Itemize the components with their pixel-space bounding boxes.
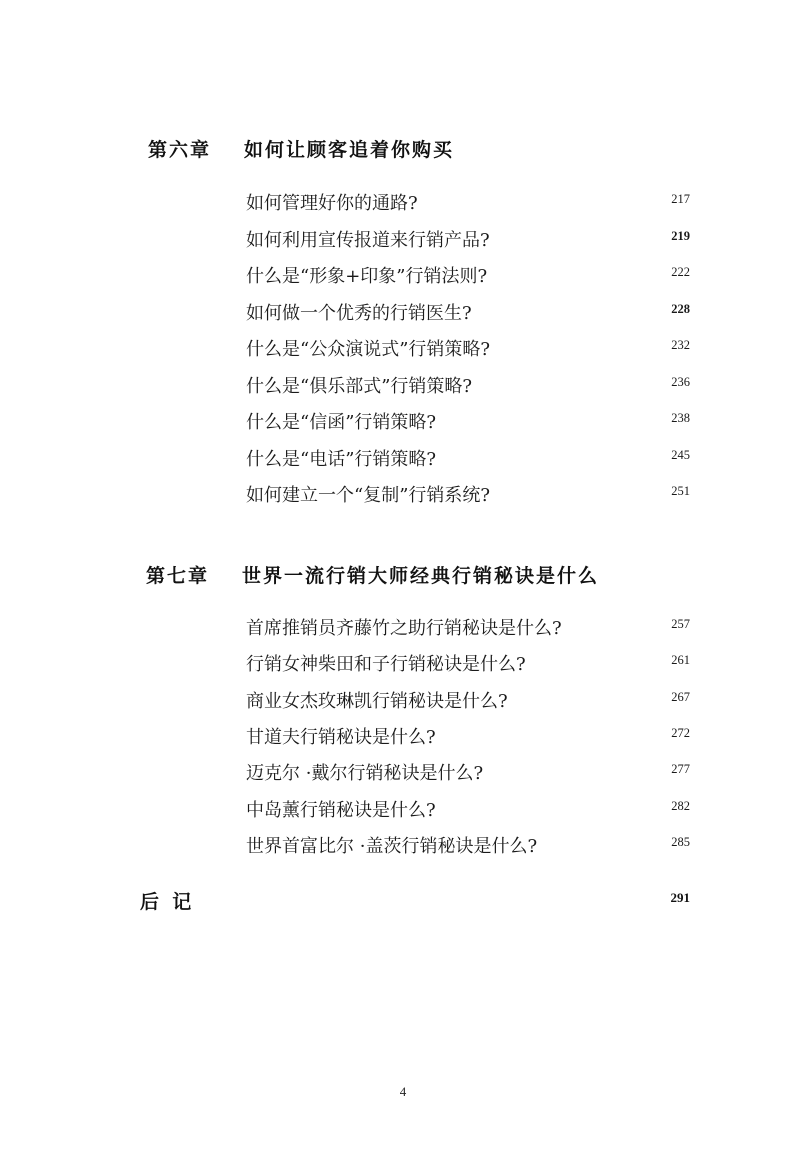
toc-entry-page-number: 238 <box>671 411 690 425</box>
toc-entry-page-number: 277 <box>671 762 690 777</box>
toc-entry-text: 如何建立一个“复制”行销系统? <box>246 485 491 506</box>
toc-entry-text: 如何管理好你的通路? <box>246 193 418 214</box>
toc-entry <box>246 189 690 225</box>
toc-entry <box>246 650 690 686</box>
toc-entry-text: 世界首富比尔 ·盖茨行销秘诀是什么? <box>246 835 538 857</box>
chapter-number: 第六章 <box>148 139 212 161</box>
toc-entry <box>246 445 690 481</box>
toc-entry <box>246 299 690 335</box>
toc-entry-page-number: 257 <box>671 617 690 631</box>
toc-entry-text: 什么是“电话”行销策略? <box>246 448 437 470</box>
chapter-title: 世界一流行销大师经典行销秘诀是什么 <box>242 565 600 587</box>
afterword-page-number: 291 <box>670 890 690 905</box>
toc-entry <box>246 723 690 759</box>
toc-entry <box>246 372 690 408</box>
toc-entry-text: 什么是“公众演说式”行销策略? <box>246 339 491 360</box>
toc-entry-text: 如何做一个优秀的行销医生? <box>246 302 472 324</box>
afterword-title: 后 记 <box>140 891 192 913</box>
toc-entry-page-number: 282 <box>671 798 690 813</box>
toc-entry <box>246 335 690 371</box>
toc-entry <box>246 408 690 444</box>
toc-entry <box>246 759 690 795</box>
toc-entry-text: 迈克尔 ·戴尔行销秘诀是什么? <box>246 763 484 785</box>
chapter-number: 第七章 <box>146 565 210 587</box>
toc-entry-page-number: 285 <box>671 834 690 849</box>
toc-entry-text: 行销女神柴田和子行销秘诀是什么? <box>246 654 526 676</box>
toc-entry-page-number: 261 <box>671 653 690 668</box>
toc-entry-page-number: 251 <box>671 484 690 498</box>
toc-entry-page-number: 272 <box>671 725 690 740</box>
toc-entry-text: 甘道夫行销秘诀是什么? <box>246 726 436 748</box>
toc-entry <box>246 687 690 723</box>
toc-entry <box>246 832 690 868</box>
page-number: 4 <box>399 1084 407 1099</box>
toc-entry-page-number: 217 <box>671 192 690 206</box>
toc-entry <box>246 796 690 832</box>
toc-entry <box>246 262 690 298</box>
toc-entry-page-number: 222 <box>671 265 690 279</box>
toc-entry-text: 首席推销员齐藤竹之助行销秘诀是什么? <box>246 618 562 639</box>
toc-entry-page-number: 245 <box>671 447 690 462</box>
toc-entry-page-number: 228 <box>671 301 690 316</box>
toc-entry-page-number: 219 <box>671 228 690 243</box>
toc-entry-text: 中岛薰行销秘诀是什么? <box>246 799 436 821</box>
toc-entry-text: 如何利用宣传报道来行销产品? <box>246 229 490 251</box>
toc-entry <box>246 481 690 517</box>
toc-entry-text: 什么是“信函”行销策略? <box>246 412 437 433</box>
toc-entry-text: 商业女杰玫琳凯行销秘诀是什么? <box>246 690 508 712</box>
toc-entry-page-number: 267 <box>671 689 690 704</box>
chapter-title: 如何让顾客追着你购买 <box>244 139 455 161</box>
toc-entry <box>246 226 690 262</box>
toc-entry-page-number: 236 <box>671 374 690 389</box>
toc-entry-page-number: 232 <box>671 338 690 352</box>
toc-entry-text: 什么是“俱乐部式”行销策略? <box>246 375 473 397</box>
toc-entry <box>246 614 690 650</box>
toc-entry-text: 什么是“形象+印象”行销法则? <box>246 266 488 287</box>
